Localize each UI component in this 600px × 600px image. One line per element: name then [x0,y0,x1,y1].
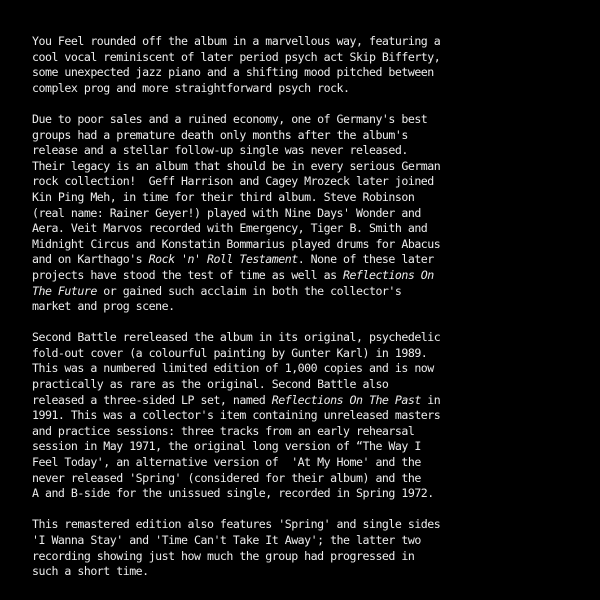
paragraph-legacy [32,112,580,315]
text-line: Feel Today', an alternative version of 'At My Home' and the [32,455,421,470]
text-line: practically as rare as the original. Second Battle also [32,377,389,392]
text-line: Due to poor sales and a ruined economy, one of Germany's best [32,111,428,126]
text-line: This was a numbered limited edition of 1,000 copies and is now [32,361,434,376]
text-line: some unexpected jazz piano and a shifting mood pitched between [32,65,434,80]
text-line: rock collection! Geff Harrison and Cagey Mrozeck later joined [32,174,434,189]
text-line: (real name: Rainer Geyer!) played with Nine Days' Wonder and [32,205,421,220]
text-line: A and B-side for the unissued single, recorded in Spring 1972. [32,486,434,501]
text-line: Their legacy is an album that should be in every serious German [32,158,441,173]
text-line: never released 'Spring' (considered for their album) and the [32,470,421,485]
text-line: market and prog scene. [32,299,175,314]
text-line: This remastered edition also features 'Spring' and single sides [32,517,441,532]
album-title: The Future [32,283,97,298]
liner-notes-page [32,34,580,595]
text-line: cool vocal reminiscent of later period psych act Skip Bifferty, [32,49,441,64]
text-line: You Feel rounded off the album in a marvellous way, featuring a [32,34,441,48]
text-line: complex prog and more straightforward psych rock. [32,80,350,95]
text-line: fold-out cover (a colourful painting by Gunter Karl) in 1989. [32,345,428,360]
paragraph-rerelease [32,330,580,502]
text-line: release and a stellar follow-up single was never released. [32,143,408,158]
text-line: and on Karthago's Rock 'n' Roll Testament. None of these later [32,252,434,267]
text-line: groups had a premature death only months after the album's [32,127,408,142]
paragraph-you-feel [32,34,580,96]
text-line: recording showing just how much the group had progressed in [32,548,415,563]
text-line: Midnight Circus and Konstatin Bommarius played drums for Abacus [32,236,441,251]
text-line: 'I Wanna Stay' and 'Time Can't Take It Away'; the latter two [32,533,421,547]
text-line: and practice sessions: three tracks from an early rehearsal [32,423,415,438]
text-line: session in May 1971, the original long version of “The Way I [32,439,421,454]
text-line: such a short time. [32,564,149,579]
album-title: Rock 'n' Roll Testament [148,252,298,267]
text-line: released a three-sided LP set, named Reflections On The Past in [32,392,441,407]
text-line: Aera. Veit Marvos recorded with Emergency, Tiger B. Smith and [32,221,428,236]
album-title: Reflections On The Past [271,392,421,407]
paragraph-remaster [32,517,580,579]
text-line: projects have stood the test of time as well as Reflections On [32,267,434,282]
text-line: 1991. This was a collector's item containing unreleased masters [32,408,441,423]
text-line: The Future or gained such acclaim in both the collector's [32,283,402,298]
text-line: Second Battle rereleased the album in its original, psychedelic [32,330,441,345]
album-title: Reflections On [343,267,434,282]
text-line: Kin Ping Meh, in time for their third album. Steve Robinson [32,189,415,204]
